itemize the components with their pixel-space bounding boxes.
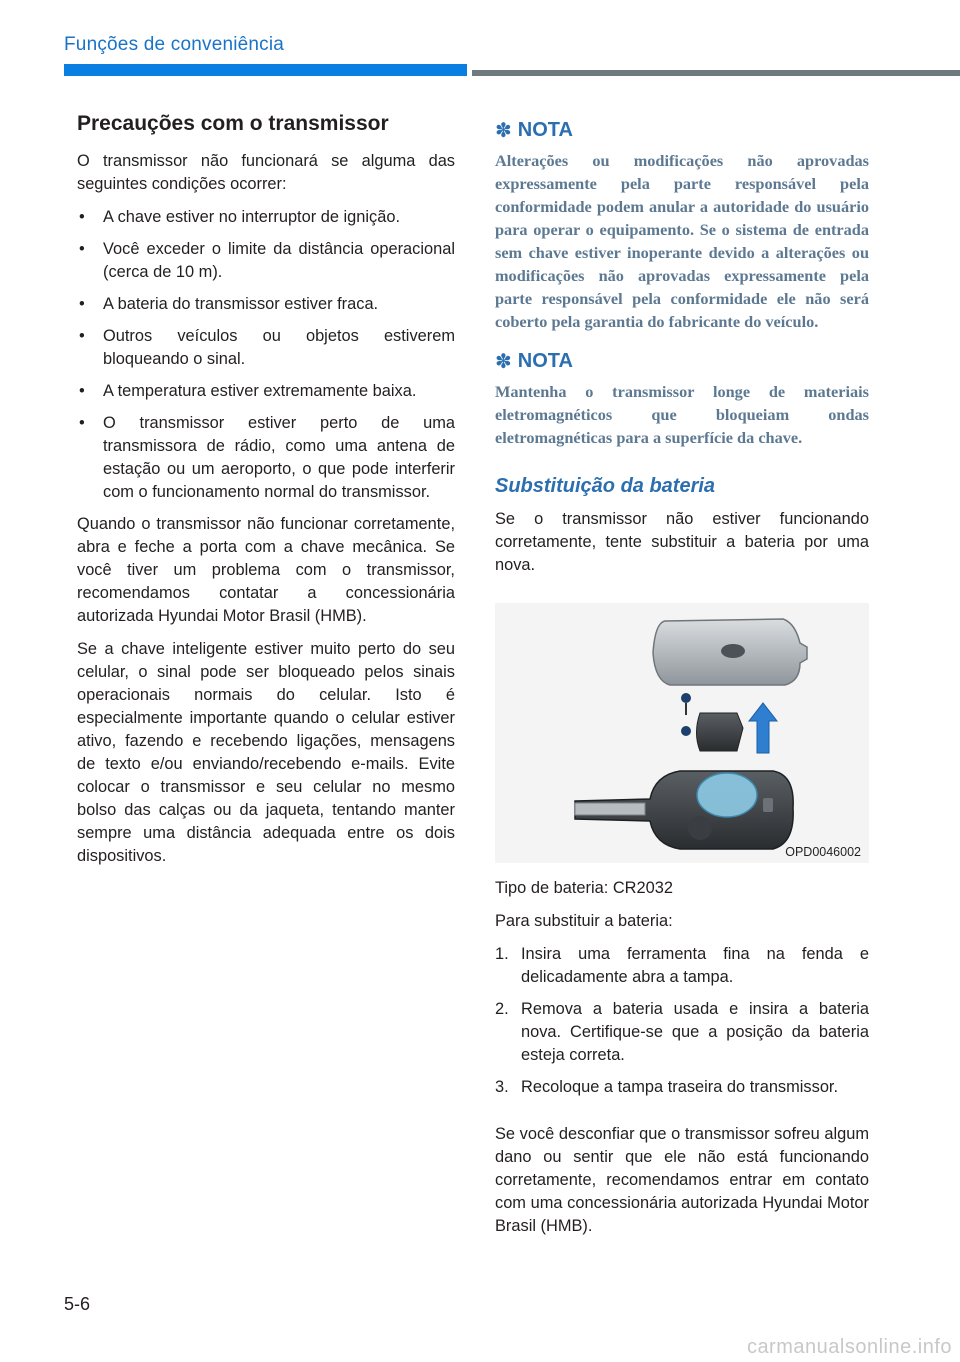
smart-key-illustration bbox=[495, 603, 869, 863]
closing-paragraph: Se você desconfiar que o transmissor sofreu algum dano ou sentir que ele não está funcionando corretamente, recomendamos entrar em contato com uma concessionária autorizada Hyundai Motor Brasil (HMB). bbox=[495, 1125, 869, 1235]
list-item: • Você exceder o limite da distância operacional (cerca de 10 m). bbox=[77, 238, 455, 284]
figure-code: OPD0046002 bbox=[785, 845, 861, 859]
watermark: carmanualsonline.info bbox=[746, 1336, 952, 1358]
paragraph-cellphone: Se a chave inteligente estiver muito perto do seu celular, o sinal pode ser bloqueado pelos sinais operacionais normais do celular. Isto é especialmente importante quando o celular estiver ativo, fazendo e recebendo ligações, mensagens de texto e/ou enviando/recebendo e-mails. Evite colocar o transmissor e seu celular no mesmo bolso das calças ou da jaqueta, tentando manter sempre uma distância adequada entre os dois dispositivos. bbox=[77, 640, 455, 865]
key-battery-figure bbox=[495, 603, 869, 863]
left-column bbox=[77, 112, 455, 878]
right-column bbox=[495, 112, 869, 1248]
header-bar-gray bbox=[472, 70, 960, 76]
asterisk-icon: ✽ bbox=[495, 120, 512, 142]
section-heading-precautions: Precauções com o transmissor bbox=[77, 112, 389, 135]
battery-intro: Se o transmissor não estiver funcionando corretamente, tente substituir a bateria por uma nova. bbox=[495, 510, 869, 574]
nota-heading-2 bbox=[495, 349, 869, 374]
list-item: • Outros veículos ou objetos estiverem bloqueando o sinal. bbox=[77, 325, 455, 371]
header-section-title: Funções de conveniência bbox=[64, 34, 285, 55]
list-item: • A chave estiver no interruptor de ignição. bbox=[77, 206, 455, 229]
list-item: • A temperatura estiver extremamente baixa. bbox=[77, 380, 455, 403]
step-text: Recoloque a tampa traseira do transmissor. bbox=[521, 1078, 839, 1096]
step-text: Insira uma ferramenta fina na fenda e delicadamente abra a tampa. bbox=[521, 945, 869, 986]
precautions-intro: O transmissor não funcionará se alguma das seguintes condições ocorrer: bbox=[77, 152, 455, 193]
nota-text-2: Mantenha o transmissor longe de materiais eletromagnéticos que bloqueiam ondas eletromagnéticas para a superfície da chave. bbox=[495, 382, 869, 447]
nota-label: NOTA bbox=[517, 350, 573, 372]
step-number: 3. bbox=[495, 1078, 509, 1096]
list-item: • A bateria do transmissor estiver fraca. bbox=[77, 293, 455, 316]
asterisk-icon: ✽ bbox=[495, 351, 512, 373]
step-number: 1. bbox=[495, 945, 509, 963]
step-number: 2. bbox=[495, 1000, 509, 1018]
nota-label: NOTA bbox=[517, 119, 573, 141]
list-item bbox=[495, 998, 869, 1067]
steps-intro: Para substituir a bateria: bbox=[495, 912, 673, 930]
nota-text-1: Alterações ou modificações não aprovadas expressamente pela parte responsável pela conformidade podem anular a autoridade do usuário para operar o equipamento. Se o sistema de entrada sem chave estiver inoperante devido a alterações ou modificações não aprovadas expressamente pela parte responsável pela conformidade ele não será coberto pela garantia do fabricante do veículo. bbox=[495, 151, 869, 331]
list-item: • O transmissor estiver perto de uma transmissora de rádio, como uma antena de estação ou um aeroporto, o que pode interferir com o funcionamento normal do transmissor. bbox=[77, 412, 455, 504]
list-item bbox=[495, 943, 869, 989]
paragraph-malfunction: Quando o transmissor não funcionar corretamente, abra e feche a porta com a chave mecânica. Se você tiver um problema com o transmissor, recomendamos contatar a concessionária autorizada Hyundai Motor Brasil (HMB). bbox=[77, 515, 455, 625]
nota-heading-1 bbox=[495, 118, 869, 143]
step-text: Remova a bateria usada e insira a bateria nova. Certifique-se que a posição da bateria esteja correta. bbox=[521, 1000, 869, 1064]
conditions-list bbox=[77, 206, 455, 504]
battery-type: Tipo de bateria: CR2032 bbox=[495, 879, 673, 897]
page-number: 5-6 bbox=[64, 1294, 91, 1314]
header-bar-blue bbox=[64, 64, 467, 76]
list-item bbox=[495, 1076, 869, 1099]
subheading-battery: Substituição da bateria bbox=[495, 475, 716, 497]
steps-list bbox=[495, 943, 869, 1099]
